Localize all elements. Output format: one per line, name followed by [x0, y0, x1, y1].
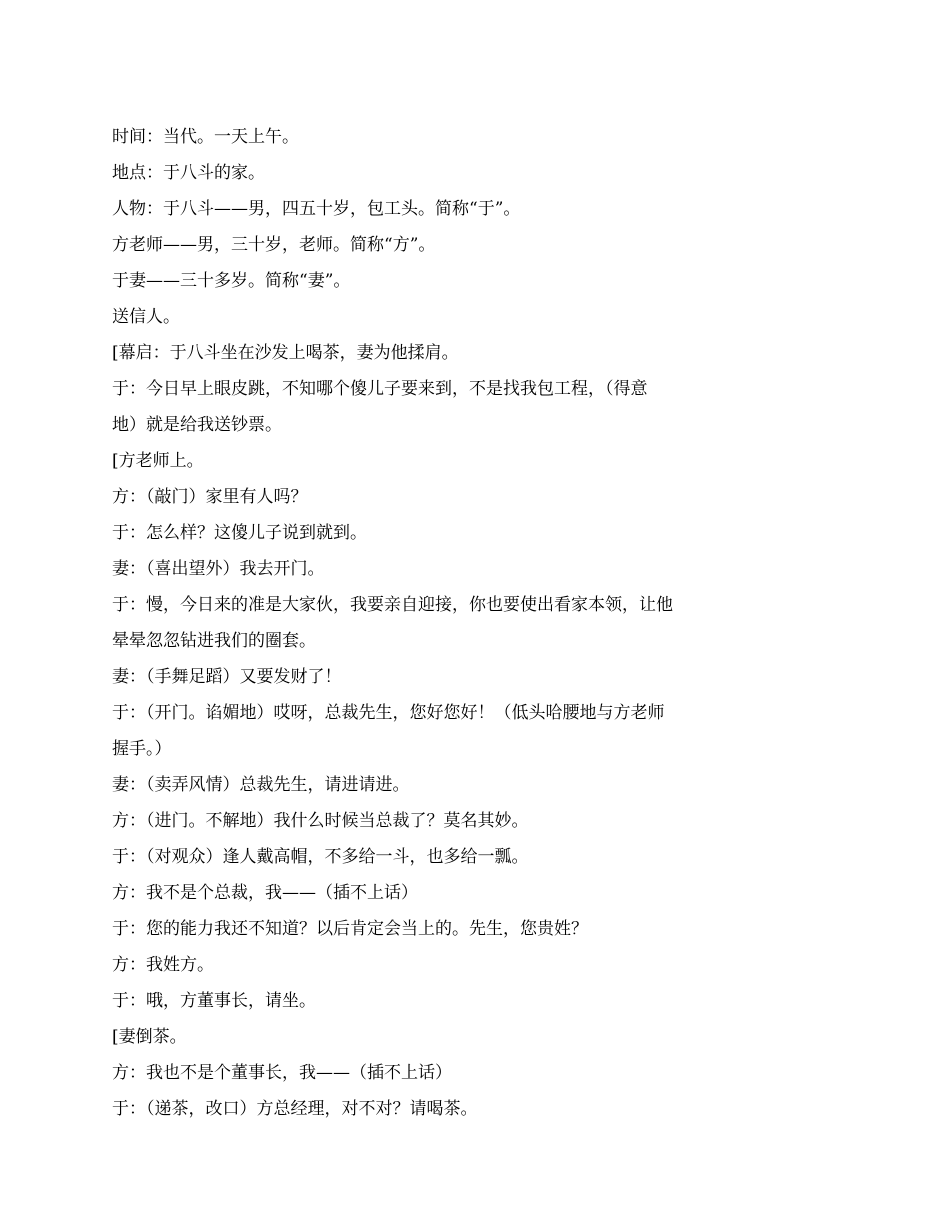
text-line: 于：今日早上眼皮跳，不知哪个傻儿子要来到，不是找我包工程，（得意: [112, 379, 648, 399]
text-line: 地）就是给我送钞票。: [112, 415, 282, 435]
text-line: 晕晕忽忽钻进我们的圈套。: [112, 631, 316, 651]
text-line: 时间：当代。一天上午。: [112, 127, 299, 147]
text-line: 妻：（喜出望外）我去开门。: [112, 559, 325, 579]
text-line: 于：您的能力我还不知道？以后肯定会当上的。先生，您贵姓？: [112, 919, 588, 939]
text-line: 于：（对观众）逢人戴高帽，不多给一斗，也多给一瓢。: [112, 847, 529, 867]
text-line: 人物：于八斗——男，四五十岁，包工头。简称“于”。: [112, 199, 521, 219]
text-line: 于妻——三十多岁。简称“妻”。: [112, 271, 351, 291]
script-text: [112, 124, 742, 1132]
text-line: 于：（开门。谄媚地）哎呀，总裁先生，您好您好！（低头哈腰地与方老师: [112, 703, 665, 723]
text-line: 于：怎么样？这傻儿子说到就到。: [112, 523, 367, 543]
text-line: [方老师上。: [112, 451, 204, 471]
text-line: 方：我姓方。: [112, 955, 214, 975]
text-line: 方：我也不是个董事长，我——（插不上话）: [112, 1063, 452, 1083]
text-line: 于：（递茶，改口）方总经理，对不对？请喝茶。: [112, 1099, 478, 1119]
text-line: 妻：（卖弄风情）总裁先生，请进请进。: [112, 775, 410, 795]
text-line: 方老师——男，三十岁，老师。简称“方”。: [112, 235, 436, 255]
text-line: 方：我不是个总裁，我——（插不上话）: [112, 883, 418, 903]
text-line: 于：慢，今日来的准是大家伙，我要亲自迎接，你也要使出看家本领，让他: [112, 595, 673, 615]
text-line: 于：哦，方董事长，请坐。: [112, 991, 316, 1011]
text-line: 送信人。: [112, 307, 180, 327]
text-line: 妻：（手舞足蹈）又要发财了！: [112, 667, 342, 687]
text-line: 方：（敲门）家里有人吗？: [112, 487, 308, 507]
text-line: [幕启：于八斗坐在沙发上喝茶，妻为他揉肩。: [112, 343, 459, 363]
text-line: 握手。）: [112, 739, 172, 759]
text-line: 地点：于八斗的家。: [112, 163, 265, 183]
text-line: [妻倒茶。: [112, 1027, 187, 1047]
text-line: 方：（进门。不解地）我什么时候当总裁了？莫名其妙。: [112, 811, 529, 831]
